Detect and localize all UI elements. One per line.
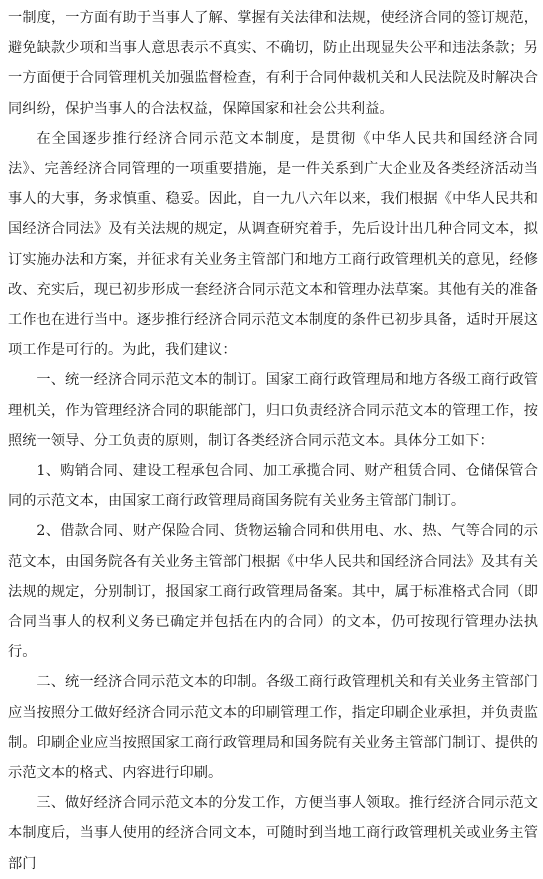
document-body (8, 3, 538, 879)
paragraph-5: 2、借款合同、财产保险合同、货物运输合同和供用电、水、热、气等合同的示范文本，由国务院各有关业务主管部门根据《中华人民共和国经济合同法》及其有关法规的规定，分别制订，报国家工商行政管理局备案。其中，属于标准格式合同（即合同当事人的权利义务已确定并包括在内的合同）的文本，仍可按现行管理办法执行。 (8, 523, 538, 661)
paragraph-2: 在全国逐步推行经济合同示范文本制度，是贯彻《中华人民共和国经济合同法》、完善经济合同管理的一项重要措施，是一件关系到广大企业及各类经济活动当事人的大事，务求慎重、稳妥。因此，自一九八六年以来，我们根据《中华人民共和国经济合同法》及有关法规的规定，从调查研究着手，先后设计出几种合同文本，拟订实施办法和方案，并征求有关业务主管部门和地方工商行政管理机关的意见，经修改、充实后，现已初步形成一套经济合同示范文本和管理办法草案。其他有关的准备工作也在进行当中。逐步推行经济合同示范文本制度的条件已初步具备，适时开展这项工作是可行的。为此，我们建议： (8, 130, 538, 359)
paragraph-3: 一、统一经济合同示范文本的制订。国家工商行政管理局和地方各级工商行政管理机关，作为管理经济合同的职能部门，归口负责经济合同示范文本的管理工作，按照统一领导、分工负责的原则，制订各类经济合同示范文本。具体分工如下： (8, 372, 538, 449)
paragraph-1: 一制度，一方面有助于当事人了解、掌握有关法律和法规，使经济合同的签订规范，避免缺款少项和当事人意思表示不真实、不确切，防止出现显失公平和违法条款；另一方面便于合同管理机关加强监督检查，有利于合同仲裁机关和人民法院及时解决合同纠纷，保护当事人的合法权益，保障国家和社会公共利益。 (8, 10, 538, 117)
paragraph-7: 三、做好经济合同示范文本的分发工作，方便当事人领取。推行经济合同示范文本制度后，当事人使用的经济合同文本，可随时到当地工商行政管理机关或业务主管部门 (8, 795, 538, 872)
paragraph-6: 二、统一经济合同示范文本的印制。各级工商行政管理机关和有关业务主管部门应当按照分工做好经济合同示范文本的印刷管理工作，指定印刷企业承担，并负责监制。印刷企业应当按照国家工商行政管理局和国务院有关业务主管部门制订、提供的示范文本的格式、内容进行印刷。 (8, 674, 538, 782)
paragraph-4: 1、购销合同、建设工程承包合同、加工承揽合同、财产租赁合同、仓储保管合同的示范文本，由国家工商行政管理局商国务院有关业务主管部门制订。 (8, 463, 538, 510)
